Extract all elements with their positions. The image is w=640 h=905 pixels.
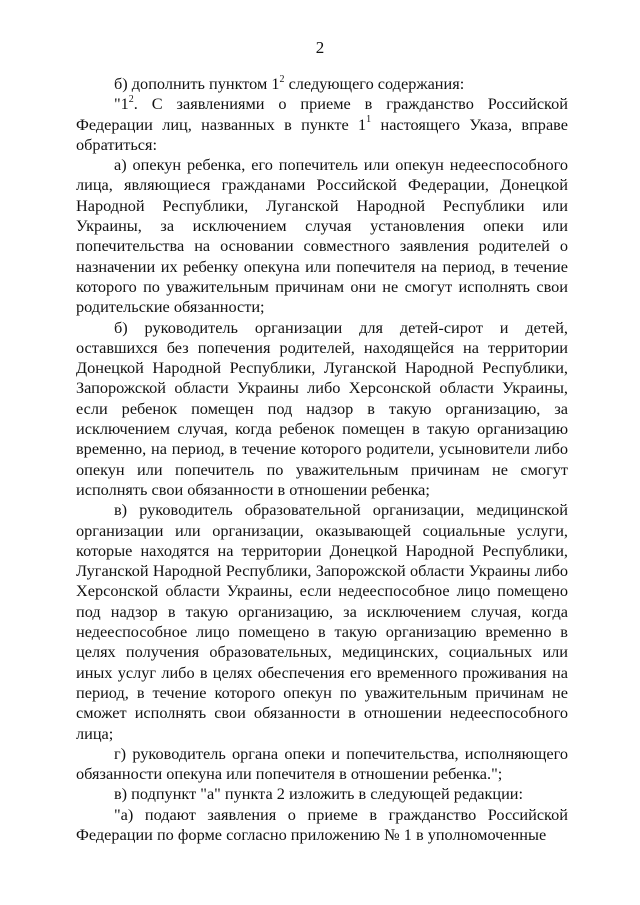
text-fragment: "1 xyxy=(114,94,129,114)
text-fragment: следующего содержания: xyxy=(284,74,465,93)
paragraph-subitem-a: "а) подают заявления о приеме в гражданство Российской Федерации по форме согласно приложению № 1 в уполномоченные xyxy=(76,804,568,844)
page-number: 2 xyxy=(315,38,325,57)
document-body xyxy=(76,74,568,845)
paragraph-item-v: в) руководитель образовательной организации, медицинской организации или организации, оказывающей социальные услуги, которые находятся на территории Донецкой Народной Республики, Луганской Народной Республики, Запорожской области Украины либо Херсонской области Украины, если недееспособное лицо помещено под надзор в такую организацию, за исключением случая, когда недееспособное лицо помещено в такую организацию временно в целях получения образовательных, медицинских, социальных или иных услуг либо в целях обеспечения его временного проживания на период, в течение которого опекун по уважительным причинам не сможет исполнять свои обязанности в отношении недееспособного лица; xyxy=(76,500,568,743)
text-fragment: . С заявлениями о приеме в гражданство Российской Федерации лиц, названных в пункте 1 xyxy=(76,94,568,134)
paragraph-item-b: б) руководитель организации для детей-сирот и детей, оставшихся без попечения родителей, находящейся на территории Донецкой Народной Республики, Луганской Народной Республики, Запорожской области Украины либо Херсонской области Украины, если ребенок помещен под надзор в такую организацию, за исключением случая, когда ребенок помещен в такую организацию временно, на период, в течение которого родители, усыновители либо опекун или попечитель по уважительным причинам не смогут исполнять свои обязанности в отношении ребенка; xyxy=(76,317,568,499)
paragraph-clause-1-2 xyxy=(76,94,568,155)
superscript: 1 xyxy=(366,114,372,126)
text-fragment: настоящего Указа, вправе обратиться: xyxy=(76,114,568,154)
paragraph-amendment-b xyxy=(76,74,568,94)
superscript: 2 xyxy=(128,93,134,105)
superscript: 2 xyxy=(279,73,285,85)
paragraph-item-g: г) руководитель органа опеки и попечительства, исполняющего обязанности опекуна или попечителя в отношении ребенка."; xyxy=(76,743,568,784)
paragraph-item-a: а) опекун ребенка, его попечитель или опекун недееспособного лица, являющиеся гражданами Российской Федерации, Донецкой Народной Республики, Луганской Народной Республики или Украины, за исключением случая установления опеки или попечительства на основании совместного заявления родителей о назначении их ребенку опекуна или попечителя на период, в течение которого по уважительным причинам они не смогут исполнять свои родительские обязанности; xyxy=(76,155,568,317)
paragraph-amendment-v: в) подпункт "а" пункта 2 изложить в следующей редакции: xyxy=(114,784,524,804)
text-fragment: б) дополнить пунктом 1 xyxy=(114,74,280,93)
